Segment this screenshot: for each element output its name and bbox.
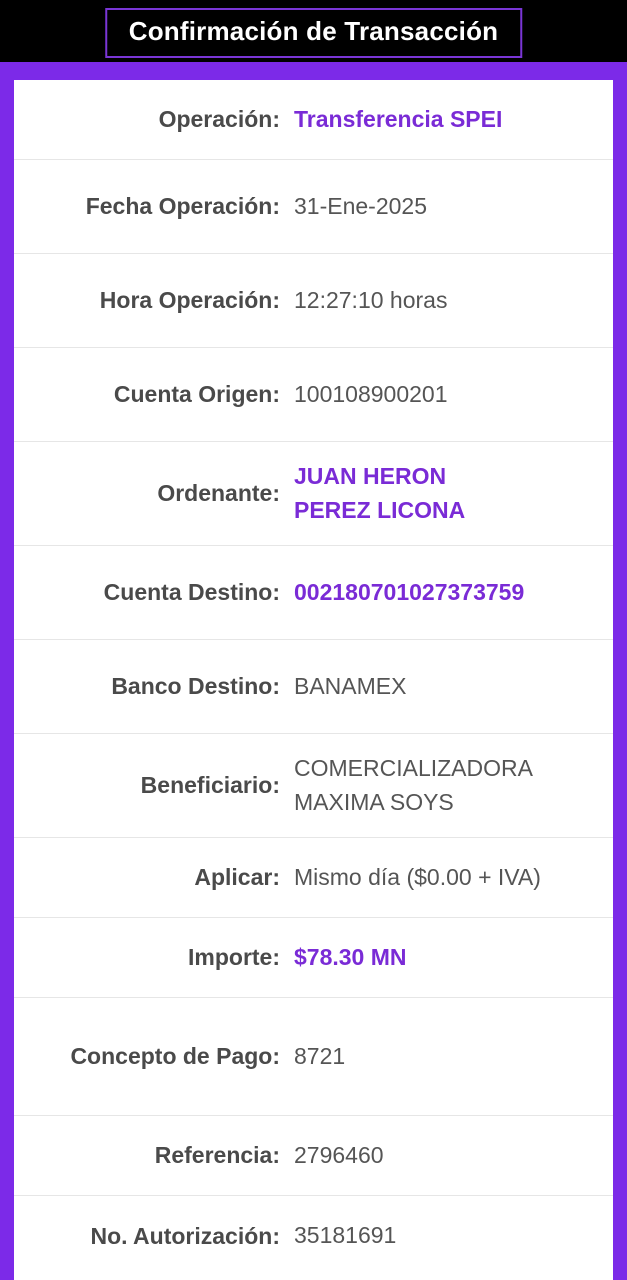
detail-value-line: PEREZ LICONA [294,496,466,523]
detail-value: 31-Ene-2025 [294,192,427,219]
right-edge-accent [613,80,627,1280]
detail-row [14,348,613,442]
detail-value: Mismo día ($0.00 + IVA) [294,863,541,890]
details-list [14,80,613,1276]
details-sheet [14,80,613,1280]
detail-value: 12:27:10 horas [294,286,448,313]
detail-row [14,918,613,998]
detail-value-line: JUAN HERON [294,463,447,490]
detail-row [14,1116,613,1196]
detail-value-line: COMERCIALIZADORA [294,755,533,782]
detail-value: BANAMEX [294,672,407,699]
detail-label: No. Autorización: [90,1222,280,1249]
left-edge-accent [0,80,14,1280]
top-bar [0,0,627,62]
detail-label: Aplicar: [194,864,280,891]
detail-value: 100108900201 [294,380,448,407]
detail-value: $78.30 MN [294,943,407,970]
detail-value: 35181691 [294,1222,397,1249]
detail-row [14,546,613,640]
detail-row [14,160,613,254]
detail-row [14,1196,613,1276]
detail-value: Transferencia SPEI [294,105,503,132]
detail-label: Fecha Operación: [85,193,280,220]
detail-label: Cuenta Origen: [113,381,280,408]
detail-label: Operación: [158,106,280,133]
detail-row [14,442,613,546]
detail-row [14,734,613,838]
detail-row [14,998,613,1116]
detail-label: Importe: [188,944,280,971]
detail-label: Ordenante: [157,480,280,507]
detail-row [14,80,613,160]
detail-value: 002180701027373759 [294,578,525,605]
detail-label: Cuenta Destino: [103,579,280,606]
detail-row [14,838,613,918]
detail-label: Hora Operación: [99,287,280,314]
detail-label: Referencia: [154,1142,280,1169]
detail-label: Beneficiario: [140,772,280,799]
accent-band [0,62,627,80]
detail-value: 8721 [294,1042,346,1069]
detail-value [294,460,595,527]
detail-value-line: MAXIMA SOYS [294,788,454,815]
detail-value [294,752,595,819]
detail-value: 2796460 [294,1141,384,1168]
detail-row [14,254,613,348]
detail-row [14,640,613,734]
detail-label: Concepto de Pago: [70,1043,280,1070]
detail-label: Banco Destino: [111,673,280,700]
page-title: Confirmación de Transacción [105,8,523,58]
